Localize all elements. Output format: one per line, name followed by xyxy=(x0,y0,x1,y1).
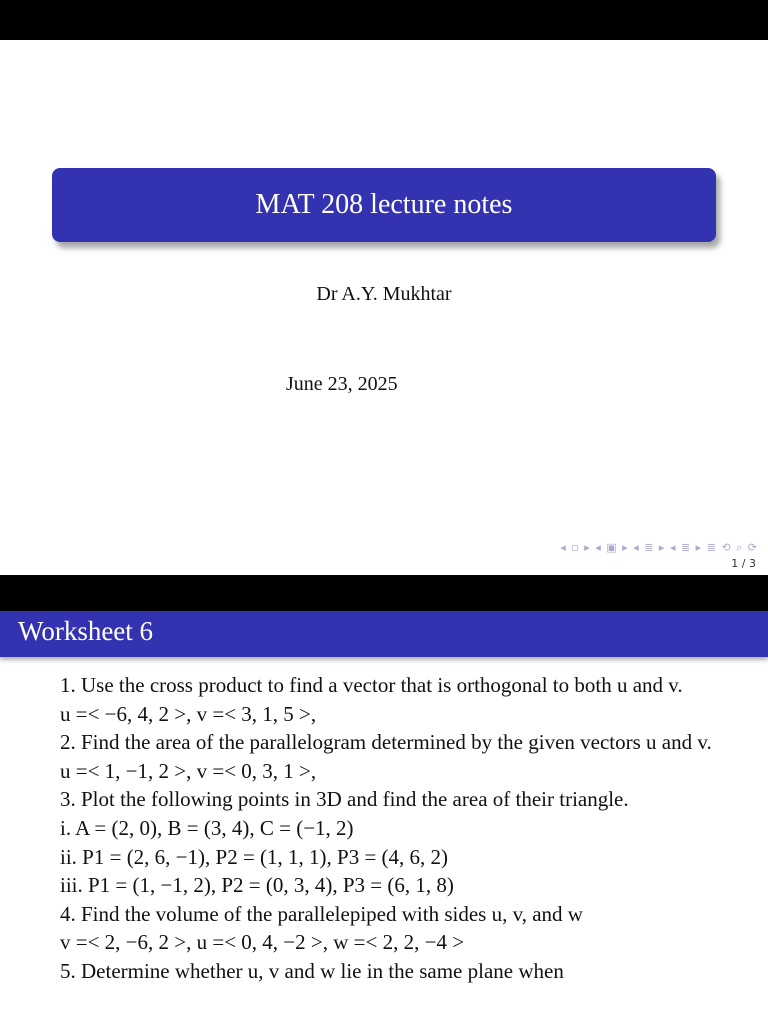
author-name: Dr A.Y. Mukhtar xyxy=(316,283,452,305)
problem-3-part-iii: iii. P1 = (1, −1, 2), P2 = (0, 3, 4), P3 = (6, 1, 8) xyxy=(60,873,454,898)
problem-3-part-ii: ii. P1 = (2, 6, −1), P2 = (1, 1, 1), P3 = (4, 6, 2) xyxy=(60,844,449,869)
problem-5-text: 5. Determine whether u, v and w lie in the same plane when xyxy=(60,958,564,983)
problem-3-text: 3. Plot the following points in 3D and find the area of their triangle. xyxy=(60,787,629,812)
slide-top-bar xyxy=(0,0,768,40)
title-block xyxy=(52,168,716,242)
problem-4-vectors: v =< 2, −6, 2 >, u =< 0, 4, −2 >, w =< 2, 2, −4 > xyxy=(60,930,465,955)
problem-1-text: 1. Use the cross product to find a vector that is orthogonal to both u and v. xyxy=(60,673,683,697)
problem-3-part-i: i. A = (2, 0), B = (3, 4), C = (−1, 2) xyxy=(60,815,354,840)
beamer-navigation-icons[interactable]: ◂ ▫ ▸ ◂ ▣ ▸ ◂ ≣ ▸ ◂ ≣ ▸ ≣ ⟲ ⌕ ⟳ xyxy=(560,541,758,554)
worksheet-slide xyxy=(0,575,768,1024)
problem-1-vectors: u =< −6, 4, 2 >, v =< 3, 1, 5 >, xyxy=(60,701,317,726)
problem-2-vectors: u =< 1, −1, 2 >, v =< 0, 3, 1 >, xyxy=(60,758,317,783)
problem-4-text: 4. Find the volume of the parallelepiped with sides u, v, and w xyxy=(60,901,583,926)
frame-title-bar xyxy=(0,611,768,657)
slide-top-bar xyxy=(0,575,768,611)
page-number: 1 / 3 xyxy=(731,557,756,570)
presentation-date: June 23, 2025 xyxy=(286,373,398,395)
worksheet-content xyxy=(60,671,740,986)
frame-title: Worksheet 6 xyxy=(18,616,154,646)
problem-2-text: 2. Find the area of the parallelogram determined by the given vectors u and v. xyxy=(60,730,712,755)
presentation-title: MAT 208 lecture notes xyxy=(255,189,513,220)
